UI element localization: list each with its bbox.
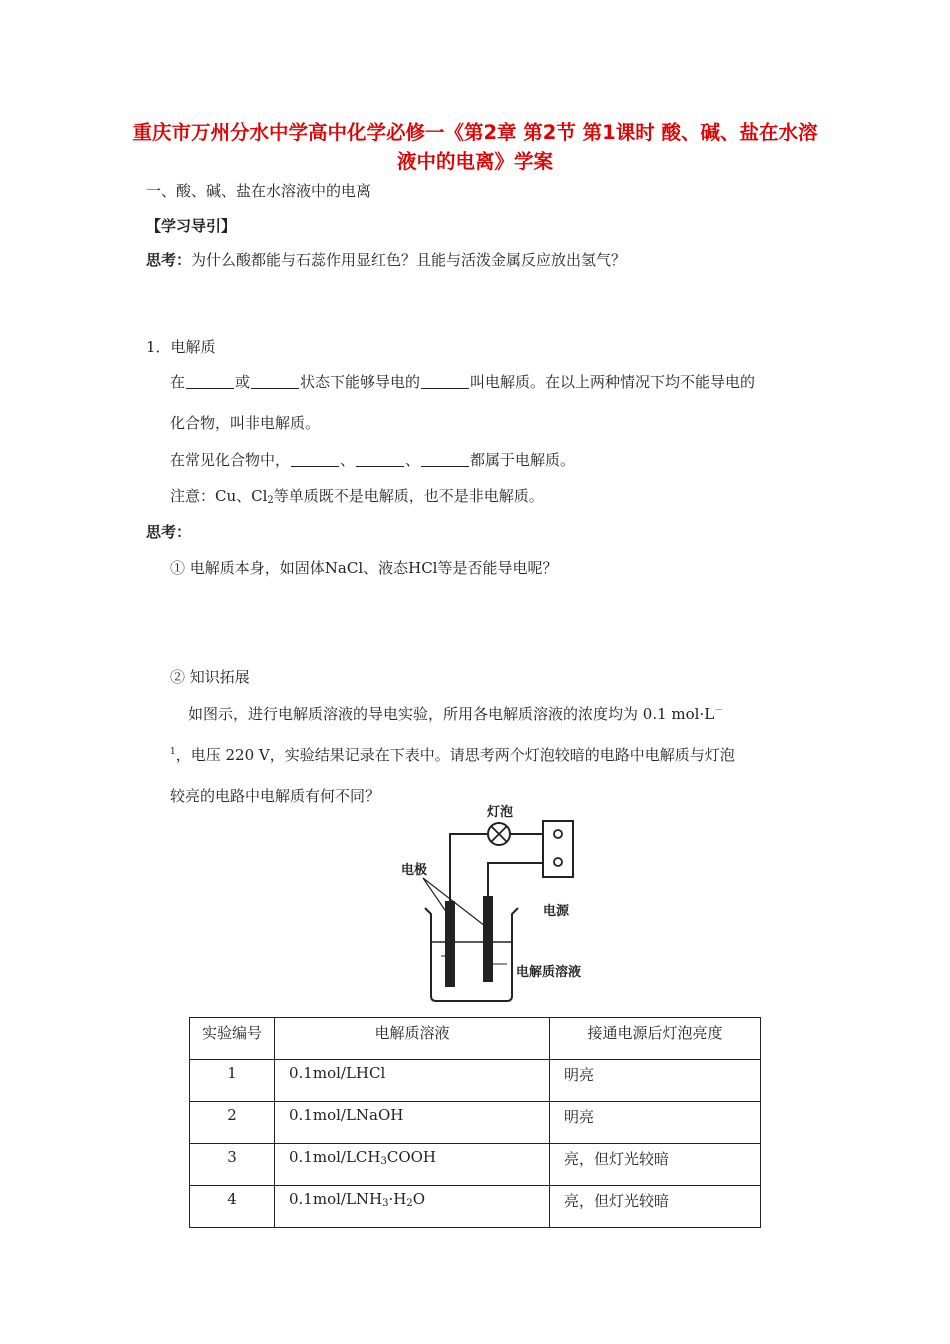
experiment-description-line2: $^1$，电压 220 V，实验结果记录在下表中。请思考两个灯泡较暗的电路中电解质与灯泡 bbox=[170, 746, 735, 764]
fill-blank[interactable] bbox=[421, 452, 469, 467]
header-cell: 电解质溶液 bbox=[275, 1018, 550, 1060]
exp-number: 3 bbox=[190, 1144, 275, 1186]
item1-heading: 1．电解质 bbox=[146, 338, 216, 356]
fill-blank[interactable] bbox=[291, 452, 339, 467]
exp-number: 1 bbox=[190, 1060, 275, 1102]
solution-cell: 0.1mol/LNaOH bbox=[275, 1102, 550, 1144]
solution-cell: $0.1mol/LNH_3\cdot H_2O$ bbox=[275, 1186, 550, 1228]
think-label-2: 思考： bbox=[146, 523, 192, 541]
section-heading: 一、酸、碱、盐在水溶液中的电离 bbox=[146, 182, 372, 200]
table-header-row bbox=[190, 1018, 761, 1060]
fill-blank[interactable] bbox=[356, 452, 404, 467]
table-row bbox=[190, 1102, 761, 1144]
table-row bbox=[190, 1186, 761, 1228]
think-label: 思考： bbox=[146, 251, 192, 269]
solution-cell: 0.1mol/LHCl bbox=[275, 1060, 550, 1102]
table-row bbox=[190, 1060, 761, 1102]
experiment-description-line1: 如图示，进行电解质溶液的导电实验，所用各电解质溶液的浓度均为 0.1 mol·L－ bbox=[188, 705, 724, 723]
solution-label: 电解质溶液 bbox=[516, 965, 582, 980]
electrode-right bbox=[483, 896, 493, 982]
guide-heading: 【学习导引】 bbox=[146, 217, 237, 235]
knowledge-extension-heading: ② 知识拓展 bbox=[170, 668, 250, 686]
definition-continuation: 化合物，叫非电解质。 bbox=[170, 414, 321, 432]
fill-blank[interactable] bbox=[421, 374, 469, 389]
bulb-label: 灯泡 bbox=[487, 805, 514, 820]
experiment-description-line3: 较亮的电路中电解质有何不同？ bbox=[170, 787, 381, 805]
document-title: 重庆市万州分水中学高中化学必修一《第2章 第2节 第1课时 酸、碱、盐在水溶液中的电离》学案 bbox=[132, 121, 818, 173]
fill-blank[interactable] bbox=[186, 374, 234, 389]
bulb-icon bbox=[488, 823, 510, 845]
brightness-cell: 明亮 bbox=[550, 1060, 761, 1102]
definition-line: 在 或 状态下能够导电的 叫电解质。在以上两种情况下均不能导电的 bbox=[170, 373, 756, 391]
brightness-cell: 亮，但灯光较暗 bbox=[550, 1144, 761, 1186]
conductivity-experiment-diagram bbox=[395, 805, 615, 1008]
common-compounds-line: 在常见化合物中， 、 、 都属于电解质。 bbox=[170, 451, 576, 469]
fill-blank[interactable] bbox=[251, 374, 299, 389]
think-question-1 bbox=[146, 249, 626, 270]
electrode-left bbox=[445, 901, 455, 987]
results-table bbox=[189, 1017, 761, 1228]
beaker-icon bbox=[425, 908, 518, 1001]
power-label: 电源 bbox=[543, 904, 570, 919]
table-row bbox=[190, 1144, 761, 1186]
think-question-text: 为什么酸都能与石蕊作用显红色？且能与活泼金属反应放出氢气？ bbox=[191, 251, 627, 269]
exp-number: 4 bbox=[190, 1186, 275, 1228]
note-line: 注意：Cu、$Cl_2$等单质既不是电解质，也不是非电解质。 bbox=[170, 487, 544, 506]
exp-number: 2 bbox=[190, 1102, 275, 1144]
brightness-cell: 明亮 bbox=[550, 1102, 761, 1144]
power-source-icon bbox=[543, 821, 573, 877]
solution-cell: $0.1mol/LCH_3COOH$ bbox=[275, 1144, 550, 1186]
header-cell: 实验编号 bbox=[190, 1018, 275, 1060]
think-question-2: ① 电解质本身，如固体NaCl、液态HCl等是否能导电呢？ bbox=[170, 559, 558, 577]
brightness-cell: 亮，但灯光较暗 bbox=[550, 1186, 761, 1228]
electrode-label: 电极 bbox=[401, 863, 428, 878]
header-cell: 接通电源后灯泡亮度 bbox=[550, 1018, 761, 1060]
